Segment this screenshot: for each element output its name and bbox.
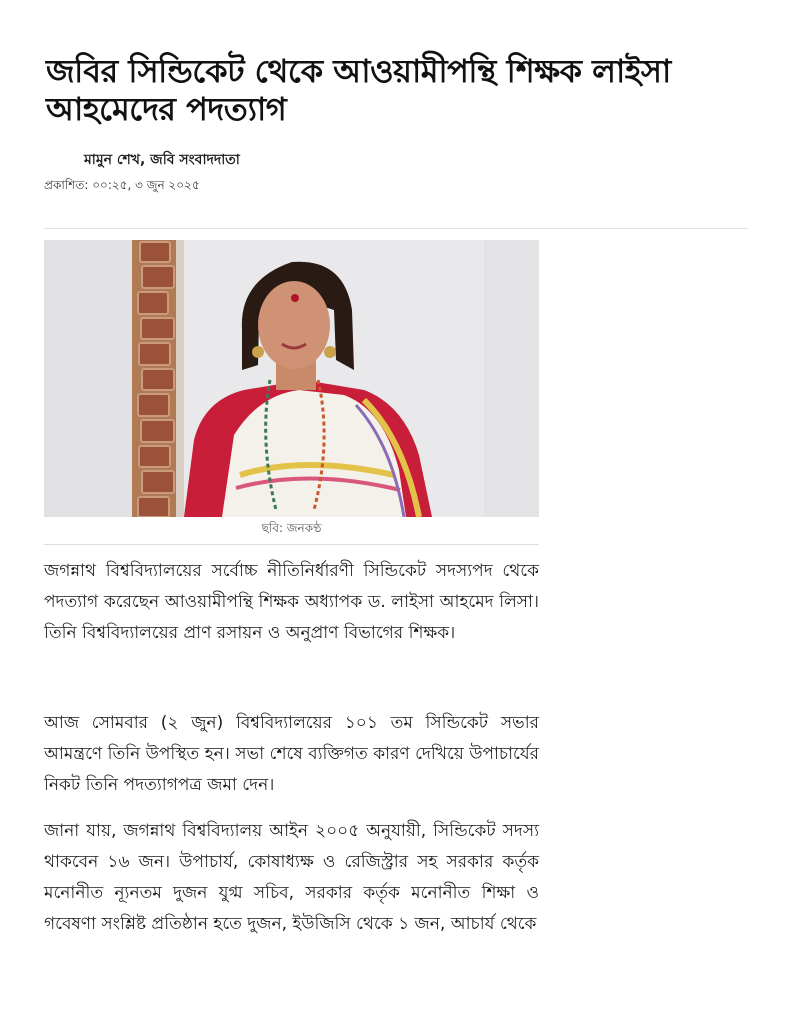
body-paragraph-2: আজ সোমবার (২ জুন) বিশ্ববিদ্যালয়ের ১০১ তম সিন্ডিকেট সভার আমন্ত্রণে তিনি উপস্থিত হন। সভা শেষে ব্যক্তিগত কারণ দেখিয়ে উপাচার্যের নিকট তিনি পদত্যাগপত্র জমা দেন।	[44, 713, 539, 795]
body-paragraph-1: জগন্নাথ বিশ্ববিদ্যালয়ের সর্বোচ্চ নীতিনির্ধারণী সিন্ডিকেট সদস্যপদ থেকে পদত্যাগ করেছেন আওয়ামীপন্থি শিক্ষক অধ্যাপক ড. লাইসা আহমেদ লিসা। তিনি বিশ্ববিদ্যালয়ের প্রাণ রসায়ন ও অনুপ্রাণ বিভাগের শিক্ষক।	[44, 561, 539, 643]
article-byline[interactable]: মামুন শেখ, জবি সংবাদদাতা	[84, 152, 240, 168]
article-headline: জবির সিন্ডিকেট থেকে আওয়ামীপন্থি শিক্ষক লাইসা আহমেদের পদত্যাগ	[46, 52, 671, 128]
header-divider	[44, 228, 748, 229]
portrait-illustration	[44, 240, 539, 517]
body-paragraph-3: জানা যায়, জগন্নাথ বিশ্ববিদ্যালয় আইন ২০০৫ অনুযায়ী, সিন্ডিকেট সদস্য থাকবেন ১৬ জন। উপাচার্য, কোষাধ্যক্ষ ও রেজিস্ট্রার সহ সরকার কর্তৃক মনোনীত ন্যূনতম দুজন যুগ্ম সচিব, সরকার কর্তৃক মনোনীত শিক্ষা ও গবেষণা সংশ্লিষ্ট প্রতিষ্ঠান হতে দুজন, ইউজিসি থেকে ১ জন, আচার্য থেকে	[44, 821, 539, 934]
caption-divider	[44, 544, 539, 545]
image-caption: ছবি: জনকণ্ঠ	[261, 521, 322, 535]
publish-timestamp: প্রকাশিত: ০০:২৫, ৩ জুন ২০২৫	[44, 178, 200, 192]
article-photo[interactable]	[44, 240, 539, 517]
